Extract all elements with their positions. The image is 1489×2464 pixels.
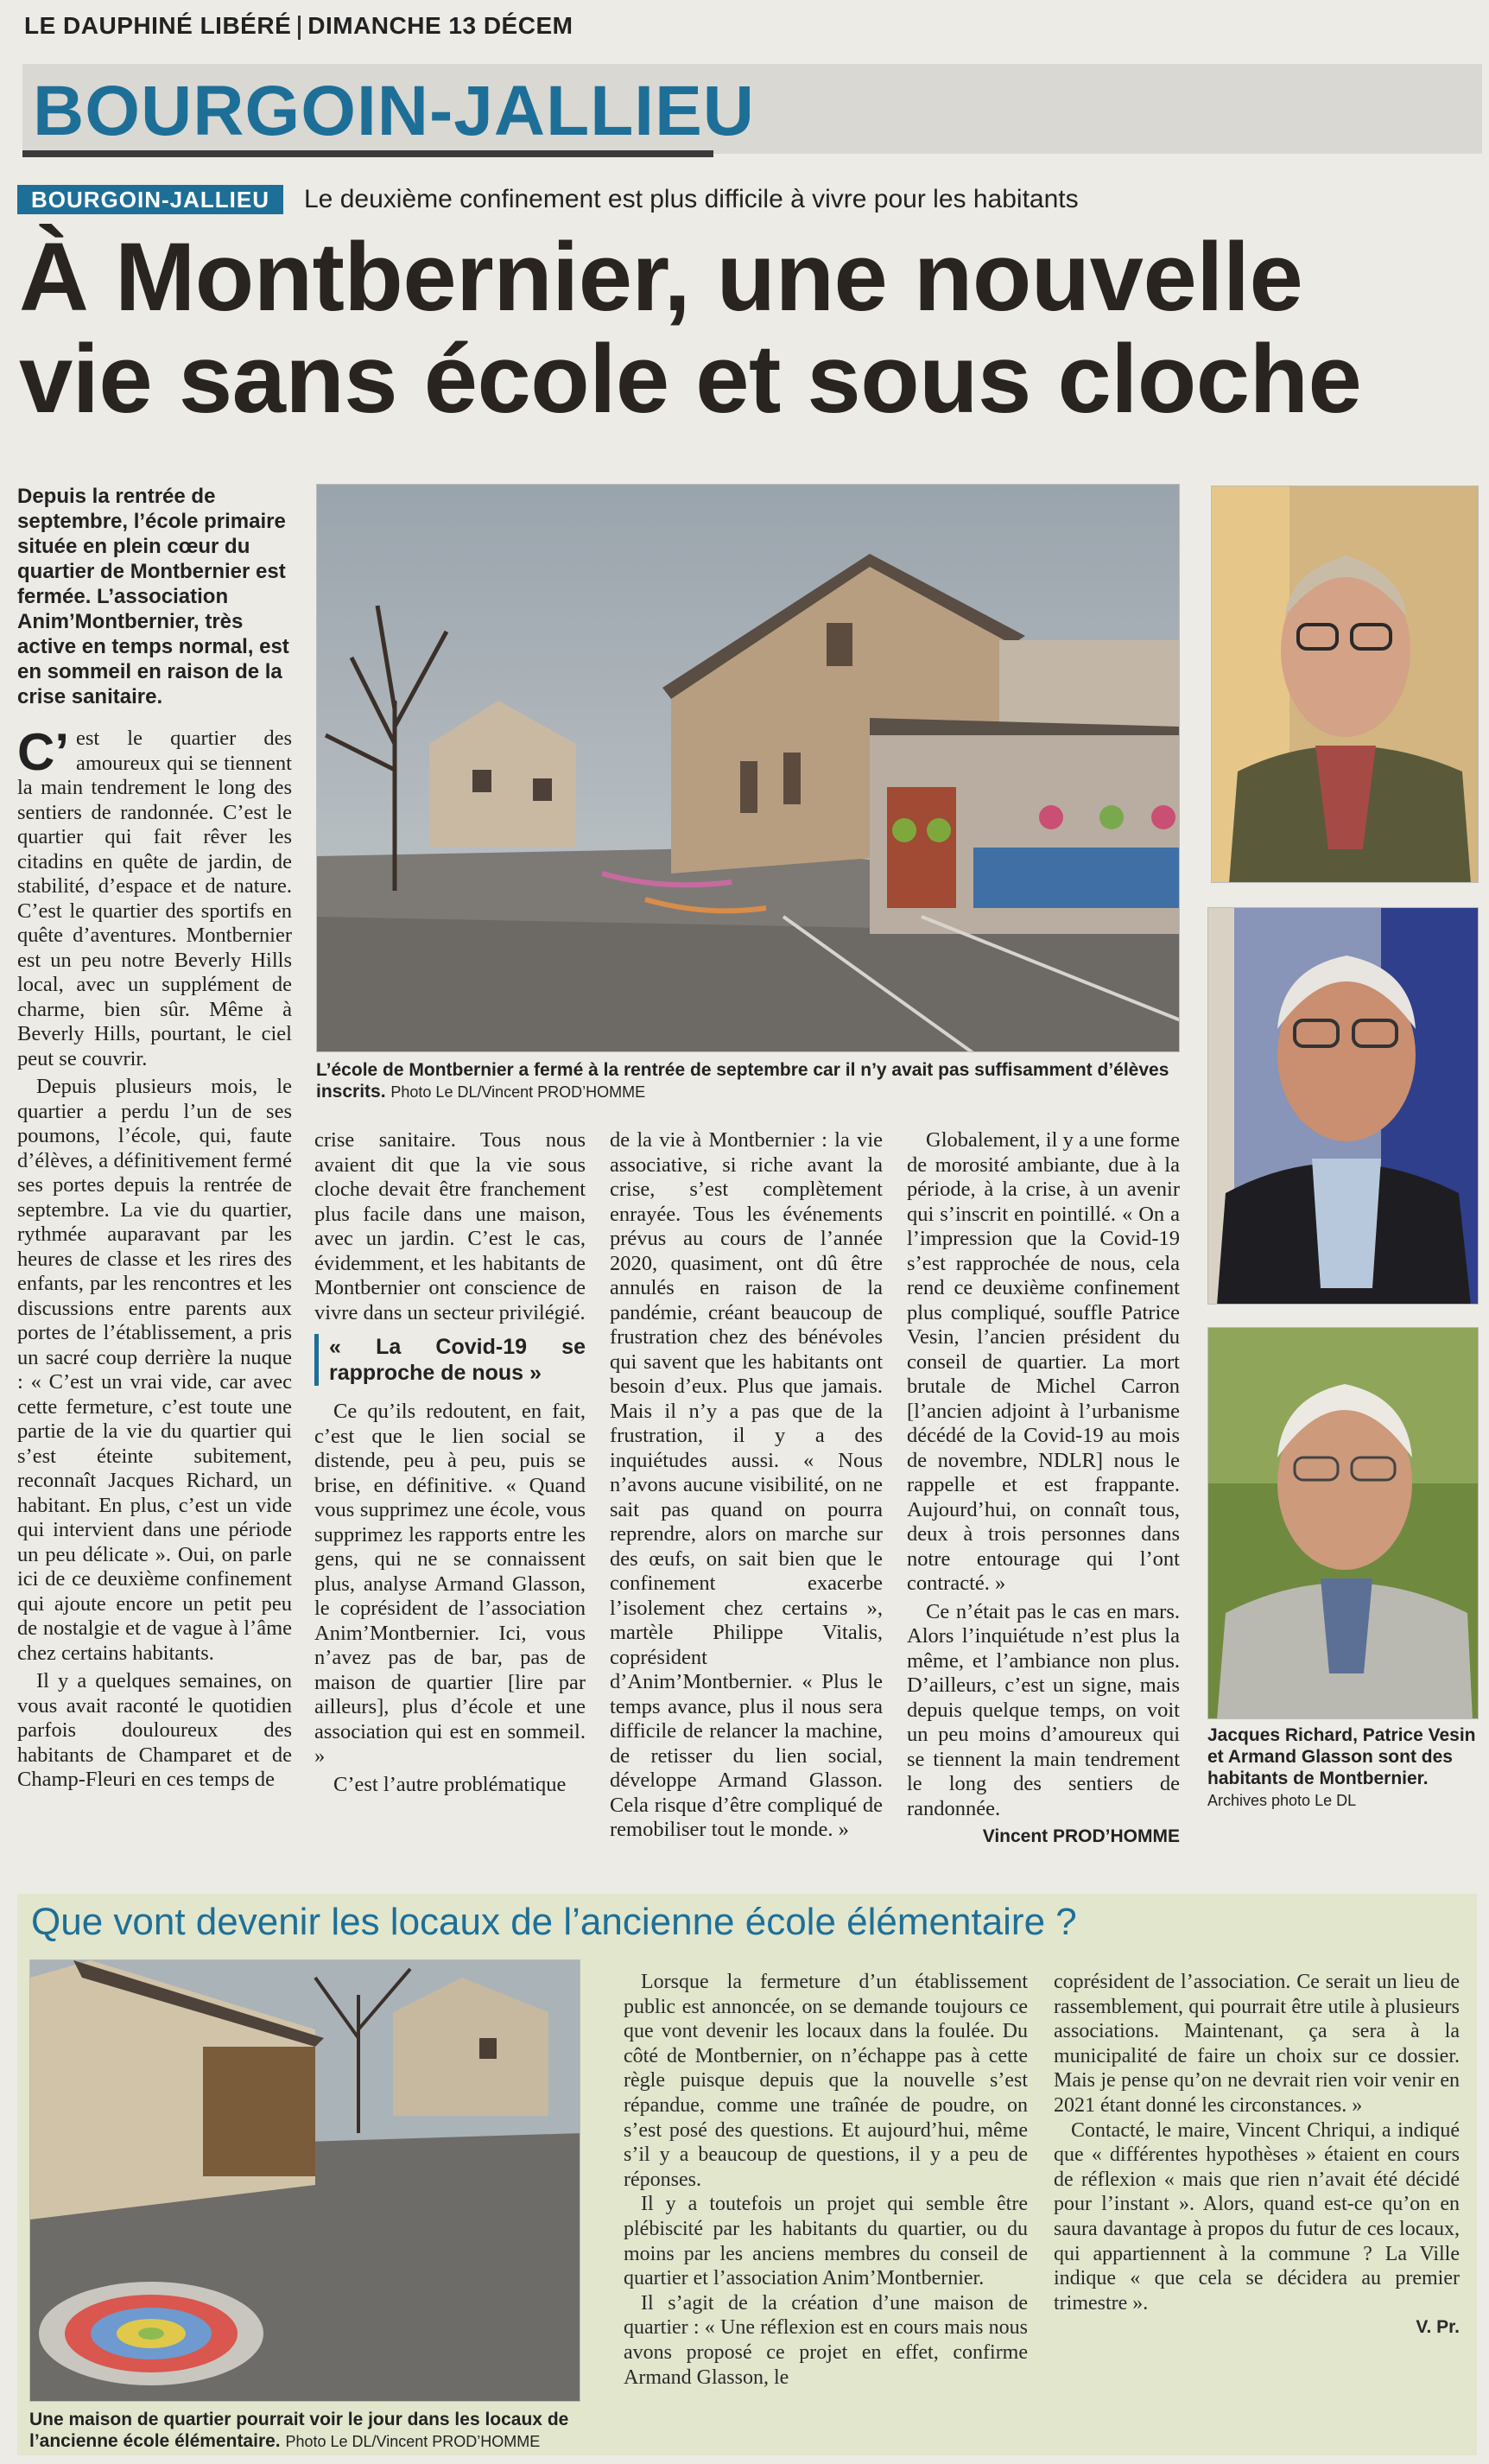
portraits-caption-text: Jacques Richard, Patrice Vesin et Armand Glasson sont des habitants de Montbernier. (1207, 1725, 1476, 1788)
kicker-text: Le deuxième confinement est plus difficile à vivre pour les habitants (304, 185, 1079, 213)
box-photo-caption (29, 2409, 582, 2453)
box-col2-paragraph-2: Contacté, le maire, Vincent Chriqui, a indiqué que « différentes hypothèses » étaient en cours de réflexion « mais que rien n’avait été décidé pour l’instant ». Alors, quand est-ce qu’on en saura davantage à propos du futur de ces locaux, qui appartiennent à la commune ? La Ville indique « que cela se décidera au premier trimestre ». (1054, 2118, 1460, 2315)
pull-quote: « La Covid-19 se rapproche de nous » (314, 1334, 586, 1386)
box-signature: V. Pr. (1416, 2317, 1460, 2338)
newspaper-name: LE DAUPHINÉ LIBÉRÉ (24, 12, 292, 39)
box-column-1 (624, 1970, 1028, 2390)
author-signature: Vincent PROD’HOMME (982, 1826, 1180, 1846)
col3-paragraph-1: de la vie à Montbernier : la vie associative, si riche avant la crise, s’est complètement enrayée. Tous les événements prévus au cours de l’année 2020, quasiment, ont dû être annulés en raison de la pandémie, créant beaucoup de frustration chez des bénévoles qui savent que les habitants ont besoin d’eux. Plus que jamais. Mais il n’y a pas que de la frustration, il y a des inquiétudes aussi. « Nous n’avons aucune visibilité, on ne sait pas quand on pourra reprendre, alors on marche sur des œufs, on sait bien que le confinement exacerbe l’isolement chez certains », martèle Philippe Vitalis, coprésident d’Anim’Montbernier. « Plus le temps avance, plus il nous sera difficile de relancer la machine, de retisser du lien social, développe Armand Glasson. Cela risque d’être compliqué de remobiliser tout le monde. » (610, 1128, 883, 1841)
box-photo-credit: Photo Le DL/Vincent PROD’HOMME (285, 2433, 541, 2450)
issue-date: DIMANCHE 13 DÉCEM (307, 12, 573, 39)
portrait-jacques-richard (1211, 486, 1479, 883)
box-photo (29, 1959, 580, 2402)
portrait-patrice-vesin (1207, 907, 1479, 1305)
column-3 (610, 1128, 883, 1846)
lead-paragraph: Depuis la rentrée de septembre, l’école primaire située en plein cœur du quartier de Montbernier est fermée. L’association Anim’Montbernier, très active en temps normal, est en sommeil en raison de la crise sanitaire. (17, 485, 289, 708)
main-photo-credit: Photo Le DL/Vincent PROD’HOMME (390, 1083, 646, 1101)
col1-paragraph-1: est le quartier des amoureux qui se tiennent la main tendrement le long des sentiers de randonnée. C’est le quartier qui fait rêver les citadins en quête de jardin, de stabilité, d’espace et de nature. C’est le quartier des sportifs en quête d’aventures. Montbernier est un peu notre Beverly Hills local, avec un supplément de charme, bien sûr. Même à Beverly Hills, pourtant, le ciel peut se couvrir. (17, 727, 292, 1070)
col2-paragraph-3: C’est l’autre problématique (333, 1772, 567, 1796)
box-col1-paragraph-2: Il y a toutefois un projet qui semble être plébiscité par les habitants du quartier, ou du moins par les anciens membres du conseil de quartier et l’association Anim’Montbernier. (624, 2193, 1028, 2290)
col2-paragraph-1: crise sanitaire. Tous nous avaient dit que la vie sous cloche devait être franchement plus facile dans une maison, avec un jardin. C’est le cas, évidemment, et les habitants de Montbernier ont conscience de vivre dans un secteur privilégié. (314, 1128, 586, 1324)
headline-line-2: vie sans école et sous cloche (19, 325, 1362, 433)
box-col1-paragraph-1: Lorsque la fermeture d’un établissement public est annoncée, on se demande toujours ce que vont devenir les locaux dans la foulée. Du côté de Montbernier, on n’échappe pas à cette règle puisque depuis que la nouvelle s’est répandue, comme une traînée de poudre, on s’est posé des questions. Et aujourd’hui, même s’il y a beaucoup de questions, il y a peu de réponses. (624, 1971, 1028, 2191)
col1-paragraph-3: Il y a quelques semaines, on vous avait raconté le quotidien parfois douloureux des habitants de Champaret et de Champ-Fleuri en ces temps de (17, 1669, 292, 1791)
portraits-caption (1207, 1724, 1479, 1812)
headline-line-1: À Montbernier, une nouvelle (19, 223, 1303, 331)
column-2 (314, 1128, 586, 1800)
drop-cap: C’ (17, 723, 69, 781)
headline (19, 223, 1479, 433)
box-col1-paragraph-3: Il s’agit de la création d’une maison de quartier : « Une réflexion est en cours mais nous avons proposé ce projet en effet, confirme Armand Glasson, le (624, 2291, 1028, 2389)
masthead-divider (298, 16, 301, 40)
col2-paragraph-2: Ce qu’ils redoutent, en fait, c’est que le lien social se distende, peu à peu, puis se brise, en définitive. « Quand vous supprimez une école, vous supprimez les rapports entre les gens, qui ne se connaissent plus, analyse Armand Glasson, le coprésident de l’association Anim’Montbernier. Ici, vous n’avez pas de bar, pas de maison de quartier [lire par ailleurs], plus d’école et une association qui est en sommeil. » (314, 1400, 586, 1768)
portrait-armand-glasson (1207, 1327, 1479, 1719)
column-4 (907, 1128, 1180, 1850)
col4-paragraph-2: Ce n’était pas le cas en mars. Alors l’inquiétude n’est plus la même, et l’ambiance non plus. D’ailleurs, c’est un signe, mais depuis quelque temps, on voit un peu moins d’amoureux qui se tiennent la main tendrement le long des sentiers de randonnée. (907, 1599, 1180, 1820)
main-photo (316, 484, 1180, 1052)
portraits-credit: Archives photo Le DL (1207, 1792, 1357, 1809)
sidebar-box-title: Que vont devenir les locaux de l’ancienne école élémentaire ? (31, 1901, 1077, 1943)
kicker-tag: BOURGOIN-JALLIEU (17, 185, 283, 214)
box-col2-paragraph-1: coprésident de l’association. Ce serait un lieu de rassemblement, qui pourrait être utile à plusieurs associations. Maintenant, ça sera à la municipalité de faire un choix sur ce dossier. Mais je pense qu’on ne devrait rien voir venir en 2021 étant donné les circonstances. » (1054, 1971, 1460, 2117)
column-1 (17, 484, 292, 1796)
masthead (24, 12, 573, 40)
section-title: BOURGOIN-JALLIEU (33, 72, 755, 150)
box-column-2 (1054, 1970, 1460, 2340)
main-photo-caption (316, 1059, 1180, 1103)
section-underline (22, 150, 713, 157)
main-photo-caption-text: L’école de Montbernier a fermé à la rentrée de septembre car il n’y avait pas suffisamment d’élèves inscrits. (316, 1060, 1169, 1102)
box-photo-caption-text: Une maison de quartier pourrait voir le jour dans les locaux de l’ancienne école élémentaire. (29, 2410, 569, 2451)
col1-paragraph-2: Depuis plusieurs mois, le quartier a perdu l’un de ses poumons, l’école, qui, faute d’élèves, a définitivement fermé ses portes depuis la rentrée de septembre. La vie du quartier, rythmée auparavant par les heures de classe et les rires des enfants, par les rencontres et les discussions entre parents aux portes de l’établissement, a pris un sacré coup derrière la nuque : « C’est un vrai vide, car avec cette fermeture, c’est toute une partie de la vie du quartier qui s’est éteinte subitement, reconnaît Jacques Richard, un habitant. En plus, c’est un vide qui intervient dans une période un peu délicate ». Oui, on parle ici de ce deuxième confinement qui ajoute encore un petit peu de nostalgie et de vague à l’âme chez certains habitants. (17, 1075, 292, 1665)
col4-paragraph-1: Globalement, il y a une forme de morosité ambiante, due à la période, à la crise, à un avenir qui s’inscrit en pointillé. « On a l’impression que la Covid-19 s’est rapprochée de nous, cela rend ce deuxième confinement plus compliqué, souffle Patrice Vesin, l’ancien président du conseil de quartier. La mort brutale de Michel Carron [l’ancien adjoint à l’urbanisme décédé de la Covid-19 au mois de novembre, NDLR] nous le rappelle et est frappante. Aujourd’hui, on connaît tous, deux à trois personnes dans notre entourage qui l’ont contracté. » (907, 1128, 1180, 1595)
